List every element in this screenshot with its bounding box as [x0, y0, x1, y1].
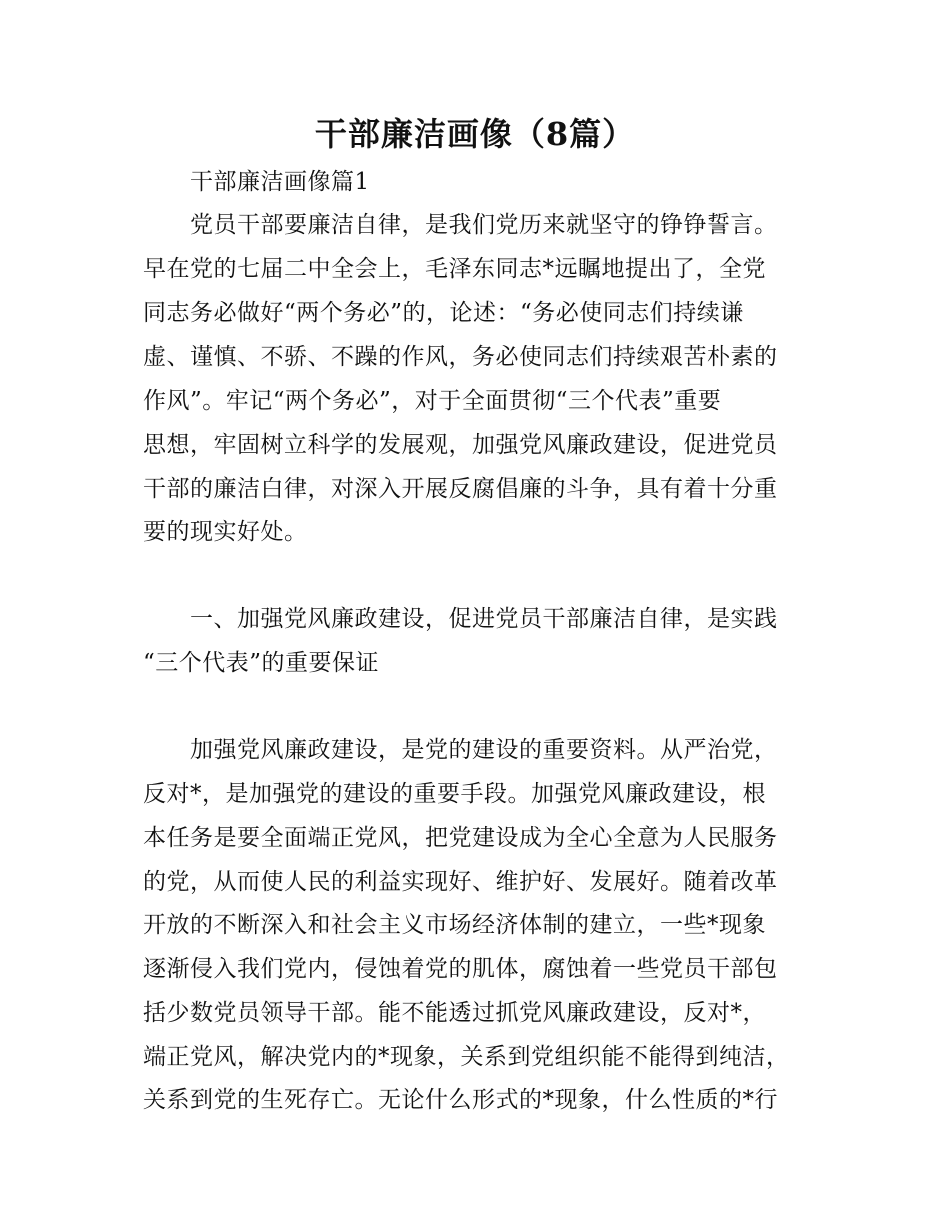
- subheading-line: “三个代表”的重要保证: [143, 650, 380, 676]
- paragraph-line: 思想，牢固树立科学的发展观，加强党风廉政建设，促进党员: [143, 432, 778, 458]
- paragraph-line: 要的现实好处。: [143, 519, 308, 545]
- paragraph-line: 反对*，是加强党的建设的重要手段。加强党风廉政建设，根: [143, 781, 766, 807]
- paragraph-line: 干部的廉洁白律，对深入开展反腐倡廉的斗争，具有着十分重: [143, 476, 778, 502]
- paragraph-line: 党员干部要廉洁自律，是我们党历来就坚守的铮铮誓言。: [190, 212, 778, 238]
- paragraph-line: 虚、谨慎、不骄、不躁的作风，务必使同志们持续艰苦朴素的: [143, 344, 778, 370]
- paragraph-line: 开放的不断深入和社会主义市场经济体制的建立，一些*现象: [143, 912, 766, 938]
- paragraph-line: 逐渐侵入我们党内，侵蚀着党的肌体，腐蚀着一些党员干部包: [143, 956, 778, 982]
- paragraph-line: 括少数党员领导干部。能不能透过抓党风廉政建设，反对*，: [143, 1000, 766, 1026]
- paragraph-line: 本任务是要全面端正党风，把党建设成为全心全意为人民服务: [143, 825, 778, 851]
- subheading-line: 一、加强党风廉政建设，促进党员干部廉洁自律，是实践: [190, 606, 778, 632]
- paragraph-line: 早在党的七届二中全会上，毛泽东同志*远瞩地提出了，全党: [143, 256, 766, 282]
- document-title: 干部廉洁画像（8篇）: [314, 115, 636, 153]
- section-heading: 干部廉洁画像篇1: [190, 169, 370, 195]
- paragraph-line: 加强党风廉政建设，是党的建设的重要资料。从严治党，: [190, 737, 778, 763]
- paragraph-line: 的党，从而使人民的利益实现好、维护好、发展好。随着改革: [143, 869, 778, 895]
- paragraph-line: 关系到党的生死存亡。无论什么形式的*现象，什么性质的*行: [143, 1087, 778, 1113]
- paragraph-line: 作风”。牢记“两个务必”，对于全面贯彻“三个代表”重要: [143, 388, 722, 414]
- paragraph-line: 同志务必做好“两个务必”的，论述：“务必使同志们持续谦: [143, 300, 744, 326]
- paragraph-line: 端正党风，解决党内的*现象，关系到党组织能不能得到纯洁，: [143, 1044, 790, 1070]
